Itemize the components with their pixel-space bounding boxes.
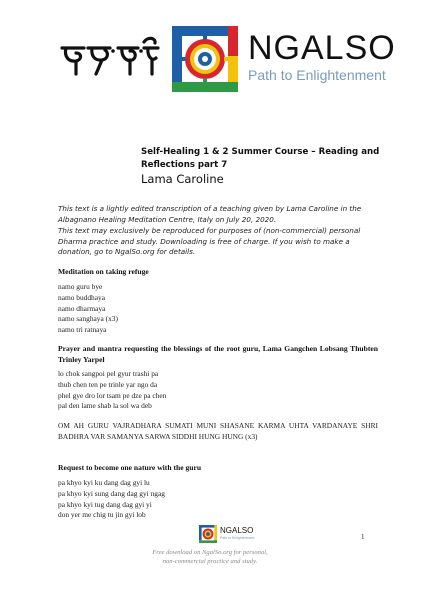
prayer-verse	[58, 369, 378, 412]
brand-tagline: Path to Enlightenment	[248, 67, 386, 83]
verse-line: thub chen ten pe trinle yar ngo da	[58, 379, 158, 389]
footer-note	[110, 548, 310, 566]
refuge-verse	[58, 282, 378, 336]
section-heading-refuge: Meditation on taking refuge	[58, 267, 149, 276]
verse-line: phel gye dro lor tsam pe dze pa chen	[58, 390, 167, 400]
footer-line: Free download on NgalSo.org for personal,	[152, 549, 268, 556]
verse-line: namo guru bye	[58, 282, 103, 291]
tibetan-script-logo	[58, 34, 160, 82]
verse-line: namo dharmaya	[58, 303, 106, 313]
brand-block	[248, 30, 396, 84]
license-paragraph: This text may exclusively be reproduced for purposes of (non-commercial) personal Dharma practice and study. Downloading is free of charge. If you wish to make a donation, go to NgalSo.org for details.	[58, 226, 361, 256]
footer-brand-tagline: Path to Enlightenment	[220, 536, 255, 540]
footer-emblem	[199, 525, 217, 543]
verse-line: pa khyo kyi sung dang dag gyi ngag	[58, 488, 165, 498]
verse-line: namo sanghaya (x3)	[58, 314, 118, 324]
brand-name: NGALSO	[248, 29, 396, 67]
document-title: Self-Healing 1 & 2 Summer Course – Reading and Reflections part 7	[141, 147, 380, 170]
page-number: 1	[361, 533, 365, 541]
verse-line: pal den lame shab la sol wa deb	[58, 401, 152, 411]
document-author: Lama Caroline	[141, 172, 224, 186]
footer-brand-name: NGALSO	[220, 526, 254, 535]
section-heading-prayer: Prayer and mantra requesting the blessings of the root guru, Lama Gangchen Lobsang Thubten Trinley Yarpel	[58, 344, 378, 364]
verse-line: namo buddhaya	[58, 292, 105, 302]
request-verse	[58, 478, 378, 521]
verse-line: pa khyo kyi tug dang dag gyi yi	[58, 499, 152, 509]
section-heading-request: Request to become one nature with the guru	[58, 463, 202, 472]
verse-line: namo tri ratnaya	[58, 325, 107, 335]
verse-line: pa khyo kyi ku dang dag gyi lu	[58, 478, 150, 487]
verse-line: lo chok sangpoi pel gyur trashi pa	[58, 369, 159, 378]
ngalso-emblem	[172, 26, 238, 92]
intro-paragraph: This text is a lightly edited transcription of a teaching given by Lama Caroline in the Albagnano Healing Meditation Centre, Italy on July 20, 2020.	[58, 204, 362, 224]
verse-line: don yer me chig tu jin gyi lob	[58, 510, 146, 520]
guru-mantra: OM AH GURU VAJRADHARA SUMATI MUNI SHASANE KARMA UHTA VARDANAYE SHRI BADHRA VAR SAMANYA SARWA SIDDHI HUNG HUNG (x3)	[58, 421, 378, 441]
footer-line: non-commercial practice and study.	[162, 558, 258, 565]
